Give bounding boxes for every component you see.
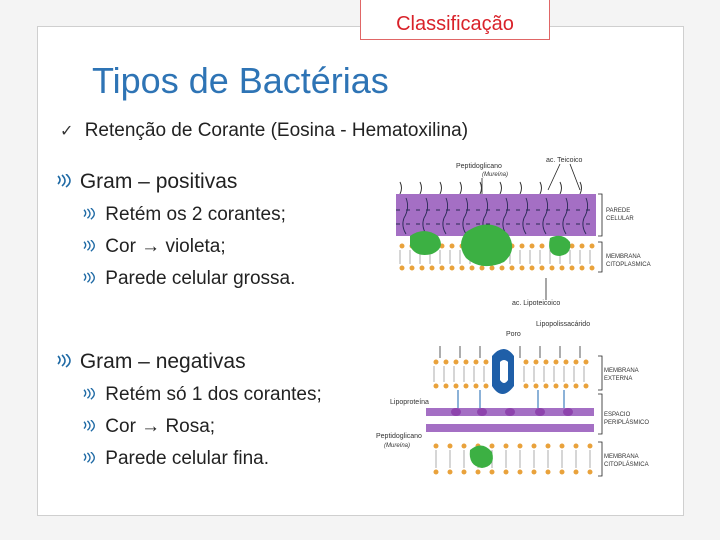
- label-ac-teicoico: ac. Teicoico: [546, 157, 583, 164]
- intro-text: Retenção de Corante (Eosina - Hematoxilina): [84, 120, 469, 141]
- wifi-bullet-icon: [82, 448, 100, 470]
- label-peptidoglicano: Peptidoglicano: [456, 163, 502, 170]
- label-poro: Poro: [506, 331, 521, 338]
- gram-negative-item-text: Cor → Rosa;: [105, 416, 216, 437]
- gram-negative-item-text: Parede celular fina.: [105, 448, 269, 469]
- label-celular: CELULAR: [606, 216, 634, 222]
- label-peptidoglicano-2: Peptidoglicano: [376, 433, 422, 440]
- label-membrana-cito2-1: MEMBRANA: [604, 454, 639, 460]
- gram-positive-item: [82, 236, 226, 258]
- label-parede: PAREDE: [606, 208, 631, 214]
- label-mureina: (Mureína): [482, 172, 509, 178]
- gram-positive-item: [82, 268, 295, 290]
- wifi-bullet-icon: [82, 236, 100, 258]
- gram-positive-text: Gram – positivas: [79, 170, 238, 193]
- gram-negative-text: Gram – negativas: [79, 350, 246, 373]
- gram-negative-item: [82, 448, 269, 470]
- slide-title: Tipos de Bactérias: [92, 60, 389, 101]
- membrane-protein: [470, 445, 493, 468]
- gram-negative-item: [82, 384, 322, 406]
- lipoproteins: [458, 390, 564, 408]
- label-membrana-cito2-2: CITOPLÁSMICA: [604, 462, 649, 468]
- cell-wall-diagrams: [370, 150, 670, 490]
- wifi-bullet-icon: [82, 416, 100, 438]
- inner-membrane-heads: [434, 444, 593, 475]
- label-membrana-externa-1: MEMBRANA: [604, 368, 639, 374]
- label-lipopolissacarido: Lipopolissacárido: [536, 321, 591, 328]
- label-ac-lipoteicoico: ac. Lipoteicoico: [512, 300, 561, 307]
- label-membrana-externa-2: EXTERNA: [604, 376, 633, 382]
- gram-positive-item: [82, 204, 286, 226]
- wifi-bullet-icon: [82, 204, 100, 226]
- label-citoplasmica: CITOPLASMICA: [606, 262, 651, 268]
- label-espacio-1: ESPACIO: [604, 412, 631, 418]
- gram-positive-item-text: Parede celular grossa.: [105, 268, 296, 289]
- checkmark-icon: ✓: [60, 123, 74, 140]
- label-membrana: MEMBRANA: [606, 254, 641, 260]
- gram-positive-item-text: Cor → violeta;: [105, 236, 226, 257]
- wifi-bullet-icon: [56, 170, 74, 194]
- gram-positive-item-text: Retém os 2 corantes;: [105, 204, 286, 225]
- membrane-protein: [549, 236, 570, 256]
- gram-positive-heading: [56, 170, 237, 194]
- gram-negative-item-text: Retém só 1 dos corantes;: [105, 384, 322, 405]
- wifi-bullet-icon: [56, 350, 74, 374]
- section-tab-label: Classificação: [396, 13, 514, 35]
- gram-negative-item: [82, 416, 215, 438]
- teichoic-filaments: [400, 182, 582, 194]
- label-mureina-2: (Mureína): [384, 443, 411, 449]
- wifi-bullet-icon: [82, 384, 100, 406]
- wifi-bullet-icon: [82, 268, 100, 290]
- section-tab: [360, 0, 550, 40]
- gram-negative-diagram: [376, 321, 649, 476]
- gram-positive-diagram: [396, 157, 651, 307]
- label-espacio-2: PERIPLÁSMICO: [604, 420, 650, 426]
- gram-negative-heading: [56, 350, 246, 374]
- label-lipoproteina: Lipoproteína: [390, 399, 429, 406]
- intro-line: [60, 120, 468, 142]
